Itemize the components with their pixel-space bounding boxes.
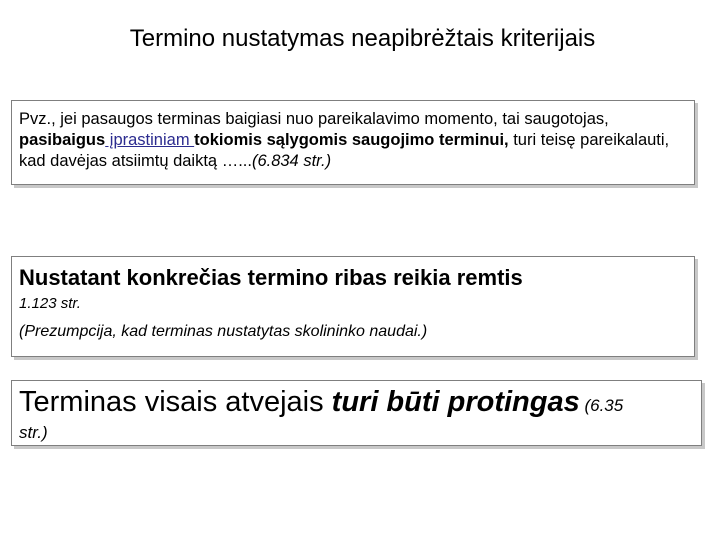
reasonable-emphasis: turi būti protingas [331,386,580,418]
example-reference: (6.834 str.) [251,152,332,170]
reasonable-reference-start: (6.35 [579,396,624,415]
limits-box [11,256,695,357]
reasonable-line [19,385,694,423]
reasonable-reference-end: str.) [19,423,48,442]
limits-note: (Prezumpcija, kad terminas nustatytas skolininko naudai.) [19,323,428,340]
example-text-bold1: pasibaigus [19,131,106,149]
slide-title: Termino nustatymas neapibrėžtais kriterijais [129,25,596,52]
reasonable-box [11,380,702,446]
reasonable-text-part1: Terminas visais atvejais [19,386,332,418]
limits-reference: 1.123 str. [19,295,81,312]
example-text-bold2: tokiomis sąlygomis saugojimo terminui, [194,131,509,149]
example-box [11,100,695,185]
example-text-part1: Pvz., jei pasaugos terminas baigiasi nuo pareikalavimo momento, tai saugotojas, [19,110,609,128]
example-text [19,109,687,172]
example-text-part2: turi teisę pareikalauti, kad davėjas atsiimtų daiktą …... [19,131,670,170]
limits-heading: Nustatant konkrečias termino ribas reikia remtis [19,265,523,290]
example-text-underlined: įprastiniam [105,131,195,149]
